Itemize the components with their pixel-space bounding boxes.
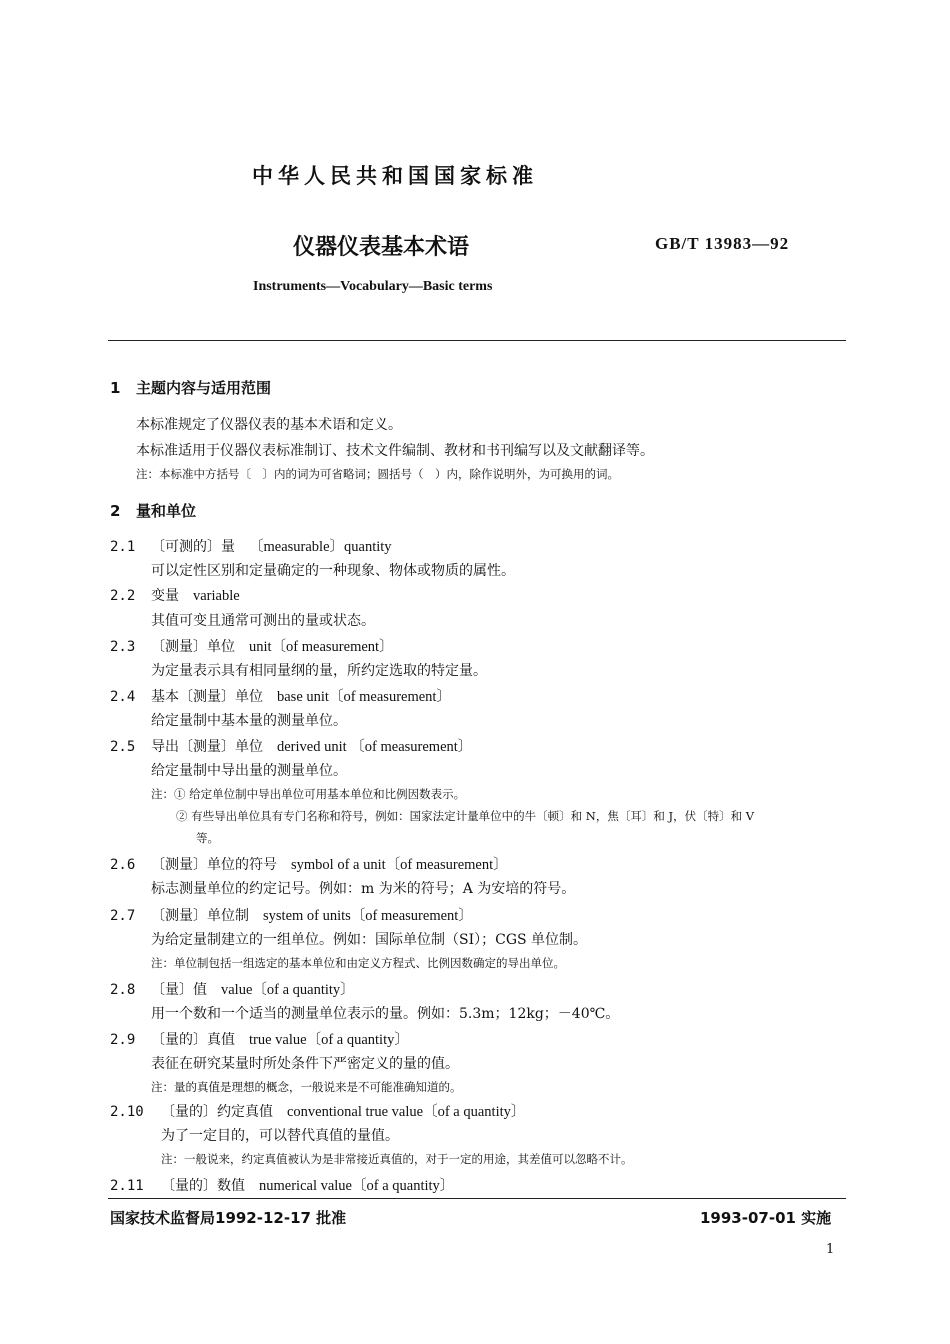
page-number: 1 (826, 1242, 835, 1257)
term-2-11: 2.11 〔量的〕数值 numerical value〔of a quantity〕 (110, 1178, 455, 1194)
term-2-9: 2.9 〔量的〕真值 true value〔of a quantity〕 (110, 1032, 409, 1048)
english-title: Instruments—Vocabulary—Basic terms (253, 279, 493, 294)
term-2-9-note: 注：量的真值是理想的概念，一般说来是不可能准确知道的。 (151, 1080, 462, 1094)
term-2-5-note-2-cont: 等。 (196, 831, 219, 845)
term-2-7-note: 注：单位制包括一组选定的基本单位和由定义方程式、比例因数确定的导出单位。 (151, 956, 565, 970)
section-1-heading: 1 主题内容与适用范围 (110, 379, 272, 397)
term-2-5: 2.5 导出〔测量〕单位 derived unit 〔of measurement〕 (110, 739, 473, 755)
standard-type-heading: 中华人民共和国国家标准 (252, 164, 538, 188)
section-1-para-2: 本标准适用于仪器仪表标准制订、技术文件编制、教材和书刊编写以及文献翻译等。 (136, 443, 654, 459)
term-2-10-note: 注：一般说来，约定真值被认为是非常接近真值的，对于一定的用途，其差值可以忽略不计。 (161, 1152, 633, 1166)
term-2-3: 2.3 〔测量〕单位 unit〔of measurement〕 (110, 639, 394, 655)
term-2-4-definition: 给定量制中基本量的测量单位。 (151, 713, 347, 729)
document-title: 仪器仪表基本术语 (293, 235, 470, 260)
term-2-5-note-2: ② 有些导出单位具有专门名称和符号，例如：国家法定计量单位中的牛〔顿〕和 N，焦〔耳〕和 J，伏〔特〕和 V (176, 809, 755, 823)
term-2-7: 2.7 〔测量〕单位制 system of units〔of measurement〕 (110, 908, 473, 924)
term-2-1: 2.1 〔可测的〕量 〔measurable〕quantity (110, 539, 392, 555)
section-1-note: 注：本标准中方括号〔 〕内的词为可省略词；圆括号（ ）内，除作说明外，为可换用的词。 (136, 467, 619, 481)
term-2-5-note-1: 注：① 给定单位制中导出单位可用基本单位和比例因数表示。 (151, 787, 466, 801)
term-2-8: 2.8 〔量〕值 value〔of a quantity〕 (110, 982, 355, 998)
header-divider (108, 340, 846, 341)
term-2-9-definition: 表征在研究某量时所处条件下严密定义的量的值。 (151, 1056, 459, 1072)
footer-divider (108, 1198, 846, 1199)
term-2-2-definition: 其值可变且通常可测出的量或状态。 (151, 613, 375, 629)
term-2-2: 2.2 变量 variable (110, 588, 240, 604)
term-2-3-definition: 为定量表示具有相同量纲的量，所约定选取的特定量。 (151, 663, 487, 679)
term-2-6: 2.6 〔测量〕单位的符号 symbol of a unit〔of measurement〕 (110, 857, 508, 873)
term-2-1-definition: 可以定性区别和定量确定的一种现象、物体或物质的属性。 (151, 563, 515, 579)
section-2-heading: 2 量和单位 (110, 502, 197, 520)
term-2-8-definition: 用一个数和一个适当的测量单位表示的量。例如：5.3m；12kg；－40℃。 (151, 1006, 620, 1022)
term-2-7-definition: 为给定量制建立的一组单位。例如：国际单位制（SI）；CGS 单位制。 (151, 932, 588, 948)
term-2-6-definition: 标志测量单位的约定记号。例如：m 为米的符号；A 为安培的符号。 (151, 881, 576, 897)
approval-line: 国家技术监督局1992-12-17 批准 (110, 1209, 347, 1227)
implementation-date: 1993-07-01 实施 (700, 1209, 832, 1227)
term-2-10-definition: 为了一定目的，可以替代真值的量值。 (161, 1128, 399, 1144)
term-2-10: 2.10 〔量的〕约定真值 conventional true value〔of a quantity〕 (110, 1104, 526, 1120)
standard-code: GB/T 13983—92 (655, 234, 790, 253)
term-2-4: 2.4 基本〔测量〕单位 base unit〔of measurement〕 (110, 689, 451, 705)
section-1-para-1: 本标准规定了仪器仪表的基本术语和定义。 (136, 417, 402, 433)
term-2-5-definition: 给定量制中导出量的测量单位。 (151, 763, 347, 779)
